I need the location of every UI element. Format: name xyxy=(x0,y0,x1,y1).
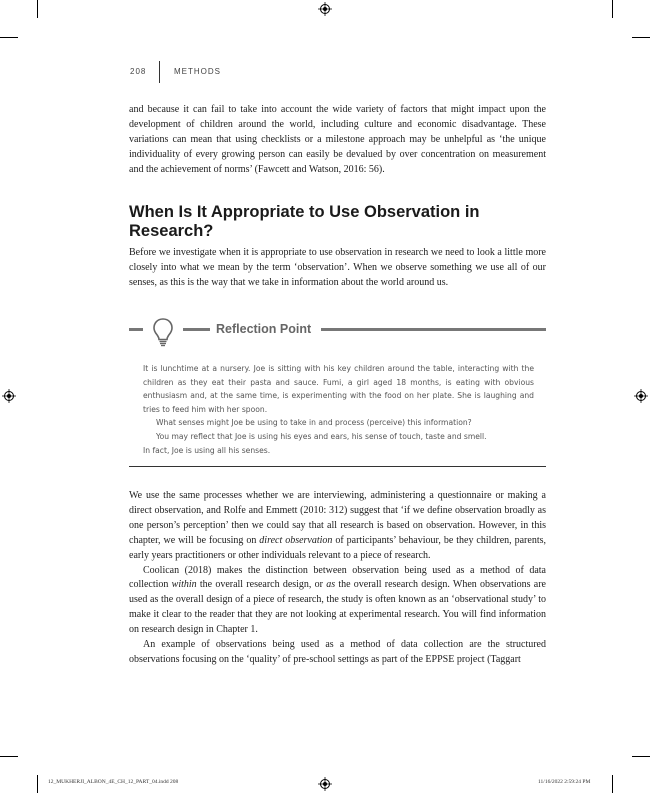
section-heading: When Is It Appropriate to Use Observation in Research? xyxy=(129,203,480,240)
running-head-section: METHODS xyxy=(174,67,221,76)
body-text-span: Coolican (2018) makes the distinction between observation being used as a method of data collection xyxy=(129,564,546,591)
lightbulb-icon xyxy=(149,317,177,347)
reflection-point-title: Reflection Point xyxy=(216,322,312,336)
crop-mark xyxy=(0,37,18,38)
registration-mark-icon xyxy=(318,777,332,791)
intro-paragraph xyxy=(129,103,546,178)
crop-mark xyxy=(0,756,18,757)
reflection-question: What senses might Joe be using to take in and process (perceive) this information? xyxy=(156,418,472,428)
body-paragraph xyxy=(129,489,546,564)
body-text-span: the overall research design. When observations are used as the overall design of a piece of research, the study is often known as an ‘observational study’ to make it clear to the reader that they are not looking at experimental research. You will find information on research design in Chapter 1. xyxy=(129,579,546,636)
body-paragraph: An example of observations being used as a method of data collection are the structured observations focusing on the ‘quality’ of pre-school settings as part of the EPPSE project (Taggart xyxy=(129,639,546,665)
page-number: 208 xyxy=(130,67,147,76)
intro-paragraph-text: and because it can fail to take into account the wide variety of factors that might impact upon the development of children around the world, including culture and economic disadvantage. These variations can mean that using checklists or a milestone approach may be unhelpful as ‘the unique individuality of every growing person can easily be devalued by over concentration on measurement and the achievement of norms’ (Fawcett and Watson, 2016: 56). xyxy=(129,104,546,175)
section-paragraph-text: Before we investigate when it is appropriate to use observation in research we need to look a little more closely into what we mean by the term ‘observation’. When we observe something we use all of our senses, as this is the way that we take in information about the world around us. xyxy=(129,247,546,288)
section-paragraph xyxy=(129,246,546,291)
reflection-scenario: It is lunchtime at a nursery. Joe is sitting with his key children around the table, interacting with the children as they eat their pasta and sauce. Fumi, a girl aged 18 months, is eating with obvious enthusiasm and, at the same time, is experimenting with the food on her plate. She is laughing and tries to feed him with her spoon. xyxy=(143,364,534,414)
body-text-span: We use the same processes whether we are interviewing, administering a questionnaire or making a direct observation, and Rolfe and Emmett (2010: 312) suggest that ‘if we define observation broadly as one person’s perception’ then we could say that all research is based on observation. However, in this chapter, we will be focusing on xyxy=(129,490,546,546)
crop-mark xyxy=(37,0,38,18)
reflection-bar-right xyxy=(321,328,546,331)
body-text-span: of participants’ behaviour, be they children, parents, early years practitioners or other individuals relevant to a piece of research. xyxy=(129,534,546,561)
crop-mark xyxy=(632,37,650,38)
registration-mark-icon xyxy=(318,2,332,16)
header-divider xyxy=(159,61,160,83)
emphasis-text: as xyxy=(326,579,336,591)
crop-mark xyxy=(612,775,613,793)
reflection-bar-mid xyxy=(183,328,210,331)
reflection-answer-continued: In fact, Joe is using all his senses. xyxy=(143,445,271,455)
slug-timestamp: 11/16/2022 2:59:24 PM xyxy=(538,779,591,785)
reflection-answer: You may reflect that Joe is using his eyes and ears, his sense of touch, taste and smell. xyxy=(156,431,487,441)
body-paragraph xyxy=(129,564,546,639)
emphasis-text: direct observation xyxy=(259,534,333,546)
reflection-bottom-rule xyxy=(129,466,546,467)
slug-filename: 12_MUKHERJI_ALBON_4E_CH_12_PART_04.indd 208 xyxy=(48,779,179,785)
crop-mark xyxy=(632,756,650,757)
emphasis-text: within xyxy=(171,579,197,591)
crop-mark xyxy=(37,775,38,793)
reflection-bar-left xyxy=(129,328,143,331)
body-text xyxy=(129,489,546,668)
reflection-content xyxy=(143,362,534,457)
registration-mark-icon xyxy=(2,389,16,403)
crop-mark xyxy=(612,0,613,18)
body-text-span: the overall research design, or xyxy=(196,579,327,591)
registration-mark-icon xyxy=(634,389,648,403)
